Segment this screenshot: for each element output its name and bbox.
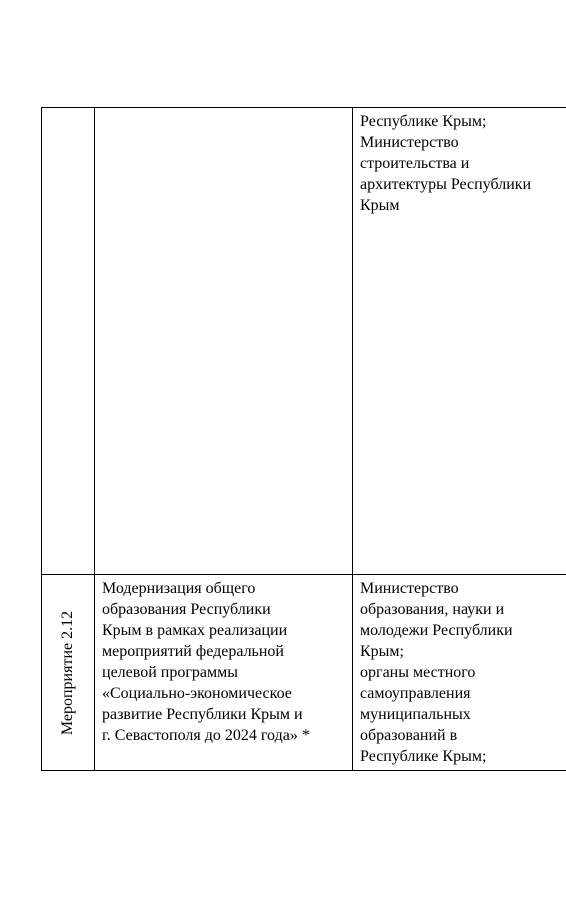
measure-name-cell (95, 575, 353, 771)
measure-name-line: образования Республики (102, 601, 271, 618)
executors-line: образования, науки и (360, 601, 505, 618)
measure-number-cell (42, 108, 95, 575)
measure-name-line: г. Севастополя до 2024 года» * (102, 727, 310, 744)
measure-name-line: Модернизация общего (102, 580, 256, 597)
executors-line: молодежи Республики (360, 622, 513, 639)
measure-number-label: Мероприятие 2.12 (59, 610, 76, 735)
measure-name-line: целевой программы (102, 664, 238, 681)
executors-line: Республике Крым; (360, 113, 487, 130)
executors-line: архитектуры Республики (360, 176, 532, 193)
measure-name-line: развитие Республики Крым и (102, 706, 303, 723)
table-row (42, 575, 566, 771)
executors-line: Крым; (360, 643, 404, 660)
measure-number-cell (42, 575, 95, 771)
executors-line: Министерство (360, 134, 459, 151)
executors-line: Министерство (360, 580, 459, 597)
measure-name-cell (95, 108, 353, 575)
executors-line: Республике Крым; (360, 748, 487, 765)
executors-line: строительства и (360, 155, 470, 172)
executors-line: Крым (360, 197, 400, 214)
executors-line: муниципальных (360, 706, 471, 723)
measures-table (41, 107, 566, 771)
executors-cell (353, 575, 566, 771)
measure-name-line: мероприятий федеральной (102, 643, 284, 660)
executors-cell (353, 108, 566, 575)
executors-line: самоуправления (360, 685, 471, 702)
measure-name-line: «Социально-экономическое (102, 685, 292, 702)
executors-line: органы местного (360, 664, 476, 681)
table-row (42, 108, 566, 575)
measure-name-line: Крым в рамках реализации (102, 622, 288, 639)
executors-line: образований в (360, 727, 458, 744)
